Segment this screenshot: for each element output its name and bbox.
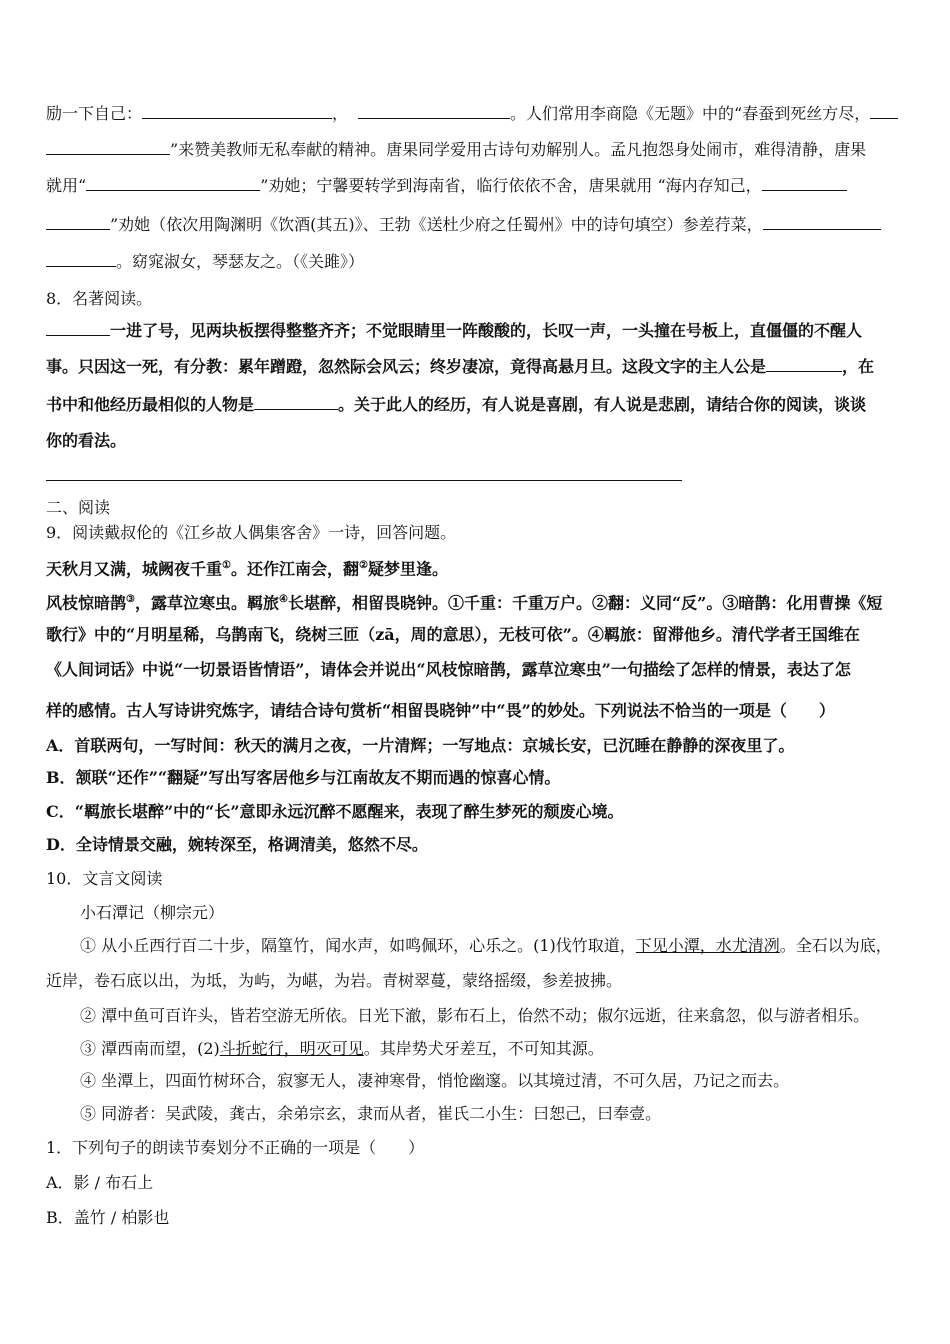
section-heading: 二、阅读 [46,498,111,517]
q7-text: 。人们常用李商隐《无题》中的“春蚕到死丝方尽， [510,104,871,123]
q7-text: 励一下自己： [46,104,143,123]
q9-option-a[interactable]: A．首联两句，一写时间：秋天的满月之夜，一片清辉；一写地点：京城长安，已沉睡在静静的深夜里了。 [46,736,795,755]
answer-blank[interactable] [763,214,881,230]
q10-1-title: 1．下列句子的朗读节奏划分不正确的一项是（ ） [46,1138,425,1157]
q7-text: ”劝她（依次用陶渊明《饮酒(其五)》、王勃《送杜少府之任蜀州》中的诗句填空）参差荇菜， [110,215,763,234]
footnote-mark: ② [359,560,368,571]
poem-text: ，露草泣寒虫。羁旅 [134,593,279,613]
answer-blank[interactable] [142,103,332,119]
poem-text: 风枝惊暗鹊 [46,593,127,613]
q10-para-1 [80,935,892,957]
q9-line-3: 歌行》中的“月明星稀，乌鹊南飞，绕树三匝（zā，周的意思），无枝可依”。④羁旅：留滞他乡。清代学者王国维在 [46,625,860,644]
q8-title: 8．名著阅读。 [46,289,153,308]
q7-line-2 [46,139,866,161]
q7-text: ”劝她；宁馨要转学到海南省，临行依依不舍，唐果就用 “海内存知己， [260,176,762,195]
q7-line-1 [46,103,898,125]
answer-blank[interactable] [46,139,170,155]
q7-line-4 [46,214,881,236]
answer-blank[interactable] [46,214,110,230]
q10-subtitle: 小石潭记（柳宗元） [80,903,225,922]
q10-para-5: ⑤ 同游者：吴武陵，龚古，余弟宗玄，隶而从者，崔氏二小生：曰恕己，曰奉壹。 [80,1104,662,1123]
q8-text: 。关于此人的经历，有人说是喜剧，有人说是悲剧，请结合你的阅读，谈谈 [338,395,867,414]
q9-line-5: 样的感情。古人写诗讲究炼字，请结合诗句赏析“相留畏晓钟”中“畏”的妙处。下列说法不恰当的一项是（ ） [46,701,835,720]
answer-blank[interactable] [86,175,260,191]
answer-blank[interactable] [46,320,110,336]
passage-text: 。其岸势犬牙差互，不可知其源。 [363,1039,604,1058]
q10-title: 10．文言文阅读 [46,869,163,888]
q9-poem-line-2 [46,589,882,614]
passage-text: 。全石以为底， [779,936,892,955]
q8-text: 一进了号，见两块板摆得整整齐齐；不觉眼睛里一阵酸酸的，长叹一声，一头撞在号板上，直僵僵的不醒人 [110,321,863,340]
q10-para-1-cont: 近岸，卷石底以出，为坻，为屿，为嵁，为岩。青树翠蔓，蒙络摇缀，参差披拂。 [46,971,623,990]
q10-para-3 [80,1038,604,1060]
q7-text: 。窈窕淑女，琴瑟友之。（《关雎》） [116,252,365,271]
q8-line-4: 你的看法。 [46,431,127,450]
q8-text: ，在 [842,357,875,376]
q9-title: 9．阅读戴叔伦的《江乡故人偶集客舍》一诗，回答问题。 [46,523,457,542]
answer-blank[interactable] [762,175,847,191]
answer-blank[interactable] [46,251,116,267]
q7-text: 就用“ [46,176,87,195]
q7-text: ”来赞美教师无私奉献的精神。唐果同学爱用古诗句劝解别人。孟凡抱怨身处闹市，难得清静，唐果 [170,140,867,159]
q9-option-b[interactable]: B．颔联“还作”“翻疑”写出写客居他乡与江南故友不期而遇的惊喜心情。 [46,768,561,787]
footnote-mark: ④ [279,594,288,605]
answer-blank[interactable] [870,103,898,119]
q8-line-2 [46,356,874,378]
footnote-mark: ③ [126,594,135,605]
answer-blank[interactable] [254,394,338,410]
q7-line-3 [46,175,847,197]
underlined-sentence: 下见小潭，水尤清冽 [635,936,780,955]
poem-text: 天秋月又满，城阙夜千重 [46,559,223,579]
q8-line-3 [46,394,866,416]
poem-text: 疑梦里逢。 [367,559,448,579]
q8-text: 事。只因这一死，有分教：累年蹭蹬，忽然际会风云；终岁凄凉，竟得高悬月旦。这段文字的主人公是 [46,357,767,376]
q10-para-2: ② 潭中鱼可百许头，皆若空游无所依。日光下澈，影布石上，佁然不动；俶尔远逝，往来翕忽，似与游者相乐。 [80,1006,870,1025]
footnote-mark: ① [222,560,231,571]
q8-line-1 [46,320,862,342]
q8-text: 书中和他经历最相似的人物是 [46,395,255,414]
q10-1-option-a[interactable]: A．影 / 布石上 [46,1173,154,1192]
answer-line[interactable] [46,480,682,481]
answer-blank[interactable] [358,103,510,119]
q9-line-4: 《人间词话》中说“一切景语皆情语”，请体会并说出“风枝惊暗鹊，露草泣寒虫”一句描绘了怎样的情景，表达了怎 [46,660,851,679]
q7-line-5 [46,251,364,273]
passage-text: ① 从小丘西行百二十步，隔篁竹，闻水声，如鸣佩环，心乐之。(1)伐竹取道， [80,936,636,955]
poem-text: 长堪醉，相留畏晓钟。①千重：千重万户。②翻：义同“反”。③暗鹊：化用曹操《短 [287,593,883,613]
q9-poem-line-1 [46,555,448,580]
q9-option-d[interactable]: D．全诗情景交融，婉转深至，格调清美，悠然不尽。 [46,835,428,854]
passage-text: ③ 潭西南而望，(2) [80,1039,220,1058]
q10-para-4: ④ 坐潭上，四面竹树环合，寂寥无人，凄神寒骨，悄怆幽邃。以其境过清，不可久居，乃记之而去。 [80,1071,790,1090]
answer-blank[interactable] [766,356,842,372]
poem-text: 。还作江南会，翻 [230,559,359,579]
q10-1-option-b[interactable]: B．盖竹 / 柏影也 [46,1208,170,1227]
underlined-sentence: 斗折蛇行，明灭可见 [219,1039,364,1058]
q9-option-c[interactable]: C．“羁旅长堪醉”中的“长”意即永远沉醉不愿醒来，表现了醉生梦死的颓废心境。 [46,802,624,821]
q7-text: ， [332,104,349,123]
